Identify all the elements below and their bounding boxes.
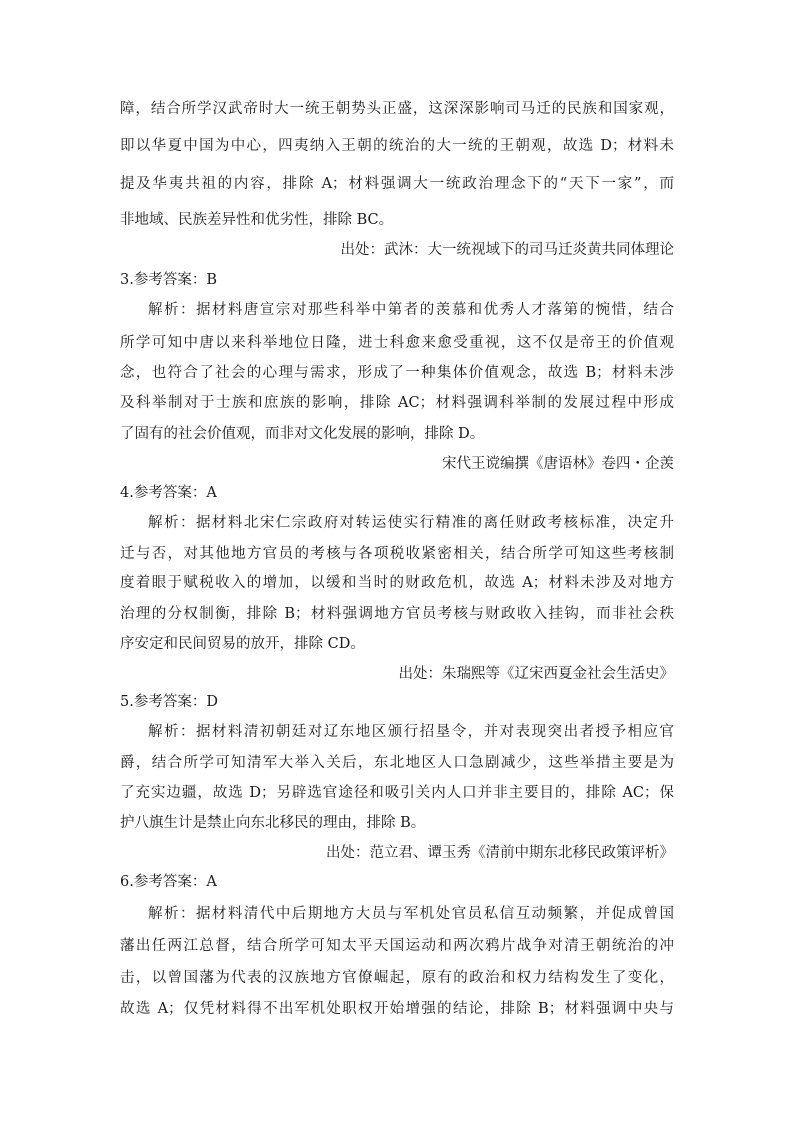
text-line: 非地域、民族差异性和优劣性，排除 BC。 xyxy=(120,212,394,228)
analysis-line: 解析：据材料北宋仁宗政府对转运使实行精准的离任财政考核标准，决定升 xyxy=(148,515,674,531)
text-line: 所学可知中唐以来科举地位日隆，进士科愈来愈受重视，这不仅是帝王的价值观 xyxy=(120,335,674,351)
text-line: 序安定和民间贸易的放开，排除 CD。 xyxy=(120,636,365,652)
source-citation: 宋代王谠编撰《唐语林》卷四・企羡 xyxy=(442,456,674,472)
answer-heading: 5.参考答案：D xyxy=(120,694,218,710)
text-line: 及科举制对于士族和庶族的影响，排除 AC；材料强调科举制的发展过程中形成 xyxy=(120,395,674,411)
source-citation: 出处：朱瑞熙等《辽宋西夏金社会生活史》 xyxy=(398,666,674,682)
analysis-line: 解析：据材料唐宣宗对那些科举中第者的羡慕和优秀人才落第的惋惜，结合 xyxy=(148,302,674,318)
text-line: 了固有的社会价值观，而非对文化发展的影响，排除 D。 xyxy=(120,426,485,442)
text-line: 击，以曾国藩为代表的汉族地方官僚崛起，原有的政治和权力结构发生了变化， xyxy=(120,970,674,986)
text-line: 迁与否，对其他地方官员的考核与各项税收紧密相关，结合所学可知这些考核制 xyxy=(120,546,674,562)
text-line: 护八旗生计是禁止向东北移民的理由，排除 B。 xyxy=(120,815,426,831)
text-line: 爵，结合所学可知清军大举入关后，东北地区人口急剧减少，这些举措主要是为 xyxy=(120,755,674,771)
text-line: 了充实边疆，故选 D；另辟选官途径和吸引关内人口并非主要目的，排除 AC；保 xyxy=(120,785,674,801)
analysis-line: 解析：据材料清代中后期地方大员与军机处官员私信互动频繁，并促成曾国 xyxy=(148,906,674,922)
text-line: 提及华夷共祖的内容，排除 A；材料强调大一统政治理念下的“天下一家”，而 xyxy=(120,176,674,192)
source-citation: 出处：范立君、谭玉秀《清前中期东北移民政策评析》 xyxy=(326,845,674,861)
answer-heading: 6.参考答案：A xyxy=(120,874,217,890)
text-line: 即以华夏中国为中心，四夷纳入王朝的统治的大一统的王朝观，故选 D；材料未 xyxy=(120,138,674,154)
source-citation: 出处：武沐：大一统视域下的司马迁炎黄共同体理论 xyxy=(340,242,674,258)
text-line: 度着眼于赋税收入的增加，以缓和当时的财政危机，故选 A；材料未涉及对地方 xyxy=(120,575,674,591)
text-line: 治理的分权制衡，排除 B；材料强调地方官员考核与财政收入挂钩，而非社会秩 xyxy=(120,606,674,622)
text-line: 故选 A；仅凭材料得不出军机处职权开始增强的结论，排除 B；材料强调中央与 xyxy=(120,1001,674,1017)
answer-heading: 4.参考答案：A xyxy=(120,485,217,501)
text-line: 念，也符合了社会的心理与需求，形成了一种集体价值观念，故选 B；材料未涉 xyxy=(120,365,674,381)
answer-heading: 3.参考答案：B xyxy=(120,272,217,288)
text-line: 障，结合所学汉武帝时大一统王朝势头正盛，这深深影响司马迁的民族和国家观， xyxy=(120,101,674,117)
analysis-line: 解析：据材料清初朝廷对辽东地区颁行招垦令，并对表现突出者授予相应官 xyxy=(148,724,674,740)
text-line: 藩出任两江总督，结合所学可知太平天国运动和两次鸦片战争对清王朝统治的冲 xyxy=(120,938,674,954)
